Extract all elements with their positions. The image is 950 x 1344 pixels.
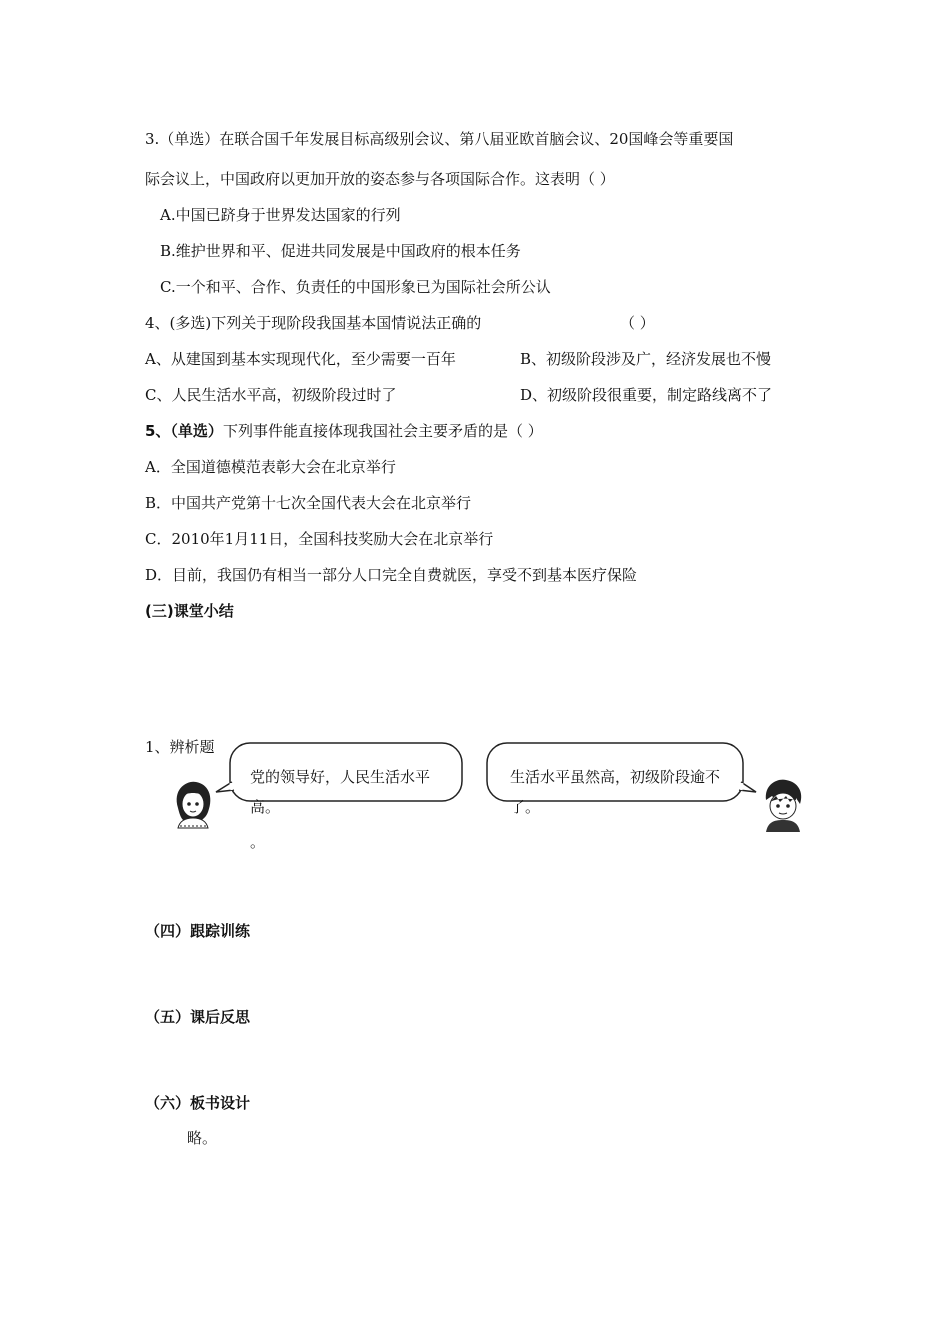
q3-stem-line1: 3.（单选）在联合国千年发展目标高级别会议、第八届亚欧首脑会议、20国峰会等重要国	[145, 130, 734, 148]
q3-option-b: B.维护世界和平、促进共同发展是中国政府的根本任务	[160, 242, 521, 260]
girl-cartoon-icon	[170, 778, 215, 830]
q4-stem: 4、(多选)下列关于现阶段我国基本国情说法正确的	[145, 314, 482, 332]
q4-option-c: C、人民生活水平高，初级阶段过时了	[145, 386, 397, 404]
q5-option-d: D．目前，我国仍有相当一部分人口完全自费就医，享受不到基本医疗保险	[145, 566, 638, 584]
section-5-heading: （五）课后反思	[145, 1008, 251, 1026]
q4-option-a: A、从建国到基本实现现代化，至少需要一百年	[145, 350, 456, 368]
boy-cartoon-icon	[758, 778, 806, 832]
q3-option-a: A.中国已跻身于世界发达国家的行列	[160, 206, 401, 224]
section-6-body: 略。	[187, 1129, 218, 1147]
q3-stem-line2: 际会议上，中国政府以更加开放的姿态参与各项国际合作。这表明（ ）	[145, 170, 615, 188]
right-bubble-text: 生活水平虽然高，初级阶段逾不了。	[510, 768, 721, 816]
section-6-heading: （六）板书设计	[145, 1094, 251, 1112]
section-3-heading: (三)课堂小结	[145, 602, 234, 620]
q3-option-c: C.一个和平、合作、负责任的中国形象已为国际社会所公认	[160, 278, 551, 296]
q4-option-b: B、初级阶段涉及广，经济发展也不慢	[520, 350, 772, 368]
q5-option-a: A．全国道德模范表彰大会在北京举行	[145, 458, 396, 476]
analysis-title: 1、辨析题	[145, 738, 215, 756]
q4-option-d: D、初级阶段很重要，制定路线离不了	[520, 386, 773, 404]
q4-answer-paren: （ ）	[620, 314, 655, 332]
q5-option-b: B．中国共产党第十七次全国代表大会在北京举行	[145, 494, 472, 512]
left-bubble-text: 党的领导好，人民生活水平高。	[250, 768, 431, 816]
q5-option-c: C．2010年1月11日，全国科技奖励大会在北京举行	[145, 530, 494, 548]
section-4-heading: （四）跟踪训练	[145, 922, 251, 940]
q5-stem: 下列事件能直接体现我国社会主要矛盾的是（ ）	[222, 422, 543, 440]
q5-stem-line	[145, 421, 543, 441]
left-bubble-trailing-mark: 。	[250, 833, 266, 851]
q5-label: 5、（单选）	[145, 422, 223, 440]
